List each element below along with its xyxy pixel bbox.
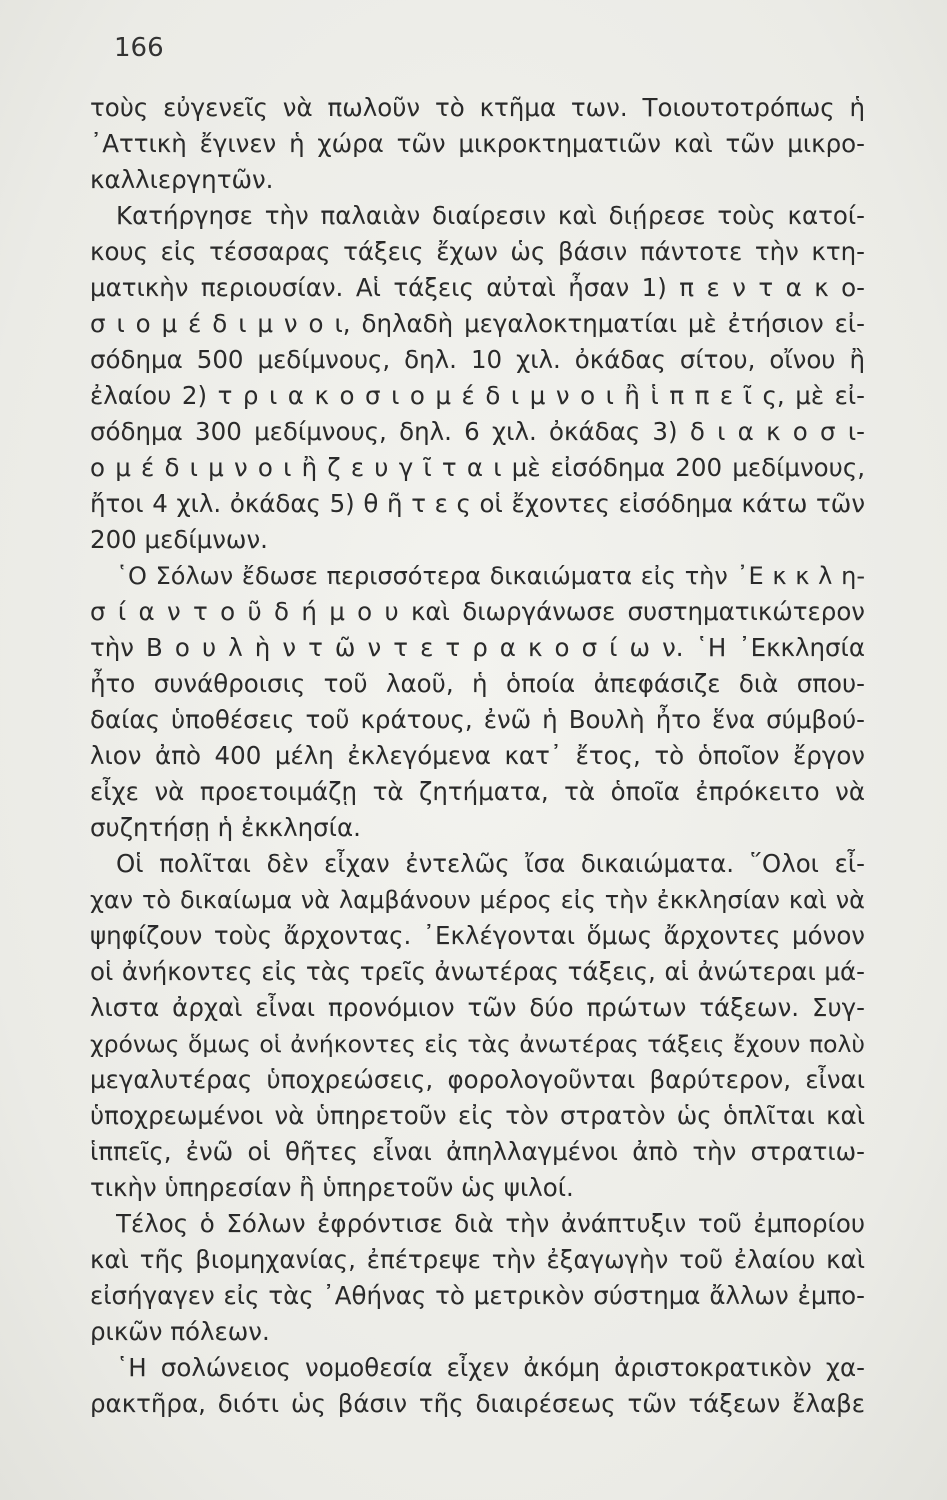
text-line-7: σ ι ο μ έ δ ι μ ν ο ι, δηλαδὴ μεγαλοκτηματίαι μὲ ἐτήσιον εἰ- [90,309,865,338]
text-line-31: τικὴν ὑπηρεσίαν ἢ ὑπηρετοῦν ὡς ψιλοί. [90,1173,574,1202]
text-line-35: ρικῶν πόλεων. [90,1317,270,1346]
text-line-36: ῾Η σολώνειος νομοθεσία εἶχεν ἀκόμη ἀριστοκρατικὸν χα- [116,1353,865,1382]
text-line-20: εἶχε νὰ προετοιμάζῃ τὰ ζητήματα, τὰ ὁποῖα ἐπρόκειτο νὰ [90,777,865,806]
text-line-9: ἐλαίου 2) τ ρ ι α κ ο σ ι ο μ έ δ ι μ ν ο ι ἢ ἱ π π ε ῖ ς, μὲ εἰ- [90,381,865,410]
text-line-23: χαν τὸ δικαίωμα νὰ λαμβάνουν μέρος εἰς τὴν ἐκκλησίαν καὶ νὰ [90,886,865,914]
text-line-21: συζητήσῃ ἡ ἐκκλησία. [90,813,361,842]
page-number: 166 [114,33,164,63]
text-line-26: λιστα ἀρχαὶ εἶναι προνόμιον τῶν δύο πρώτων τάξεων. Συγ- [90,993,865,1022]
text-line-3: καλλιεργητῶν. [90,165,274,194]
text-line-2: ᾿Αττικὴ ἔγινεν ἡ χώρα τῶν μικροκτηματιῶν καὶ τῶν μικρο- [90,129,865,158]
text-line-1: τοὺς εὐγενεῖς νὰ πωλοῦν τὸ κτῆμα των. Τοιουτοτρόπως ἡ [90,93,865,122]
text-line-11: ο μ έ δ ι μ ν ο ι ἢ ζ ε υ γ ῖ τ α ι μὲ εἰσόδημα 200 μεδίμνους, [90,453,865,482]
text-line-37: ρακτῆρα, διότι ὡς βάσιν τῆς διαιρέσεως τῶν τάξεων ἔλαβε [90,1389,865,1418]
text-line-24: ψηφίζουν τοὺς ἄρχοντας. ᾿Εκλέγονται ὅμως ἄρχοντες μόνον [90,921,865,950]
text-line-6: ματικὴν περιουσίαν. Αἱ τάξεις αὐταὶ ἦσαν 1) π ε ν τ α κ ο- [90,273,865,302]
text-line-22: Οἱ πολῖται δὲν εἶχαν ἐντελῶς ἴσα δικαιώματα. ῞Ολοι εἶ- [116,849,865,878]
text-line-28: μεγαλυτέρας ὑποχρεώσεις, φορολογοῦνται βαρύτερον, εἶναι [90,1065,865,1094]
text-line-29: ὑποχρεωμένοι νὰ ὑπηρετοῦν εἰς τὸν στρατὸν ὡς ὁπλῖται καὶ [90,1101,865,1130]
text-line-19: λιον ἀπὸ 400 μέλη ἐκλεγόμενα κατ᾿ ἔτος, τὸ ὁποῖον ἔργον [90,741,865,770]
text-line-30: ἱππεῖς, ἐνῶ οἱ θῆτες εἶναι ἀπηλλαγμένοι ἀπὸ τὴν στρατιω- [90,1137,865,1166]
text-line-10: σόδημα 300 μεδίμνους, δηλ. 6 χιλ. ὀκάδας 3) δ ι α κ ο σ ι- [90,417,865,446]
text-line-33: καὶ τῆς βιομηχανίας, ἐπέτρεψε τὴν ἐξαγωγὴν τοῦ ἐλαίου καὶ [90,1245,865,1274]
text-line-15: σ ί α ν τ ο ῦ δ ή μ ο υ καὶ διωργάνωσε συστηματικώτερον [90,597,865,626]
text-line-4: Κατήργησε τὴν παλαιὰν διαίρεσιν καὶ διῄρεσε τοὺς κατοί- [116,201,865,230]
text-line-14: ῾Ο Σόλων ἔδωσε περισσότερα δικαιώματα εἰς τὴν ᾿Ε κ κ λ η- [116,562,865,590]
text-line-12: ἤτοι 4 χιλ. ὀκάδας 5) θ ῆ τ ε ς οἱ ἔχοντες εἰσόδημα κάτω τῶν [90,489,865,518]
text-line-17: ἦτο συνάθροισις τοῦ λαοῦ, ἡ ὁποία ἀπεφάσιζε διὰ σπου- [90,669,865,698]
text-line-25: οἱ ἀνήκοντες εἰς τὰς τρεῖς ἀνωτέρας τάξεις, αἱ ἀνώτεραι μά- [90,957,865,986]
text-line-34: εἰσήγαγεν εἰς τὰς ᾿Αθήνας τὸ μετρικὸν σύστημα ἄλλων ἐμπο- [90,1281,865,1310]
text-line-18: δαίας ὑποθέσεις τοῦ κράτους, ἐνῶ ἡ Βουλὴ ἦτο ἕνα σύμβού- [90,705,865,734]
text-line-32: Τέλος ὁ Σόλων ἐφρόντισε διὰ τὴν ἀνάπτυξιν τοῦ ἐμπορίου [116,1209,865,1238]
text-line-13: 200 μεδίμνων. [90,525,268,554]
text-line-16: τὴν Β ο υ λ ὴ ν τ ῶ ν τ ε τ ρ α κ ο σ ί ω ν. ῾Η ᾿Εκκλησία [90,633,865,662]
text-line-8: σόδημα 500 μεδίμνους, δηλ. 10 χιλ. ὀκάδας σίτου, οἴνου ἢ [90,345,865,374]
text-line-27: χρόνως ὅμως οἱ ἀνήκοντες εἰς τὰς ἀνωτέρας τάξεις ἔχουν πολὺ [90,1030,865,1058]
text-line-5: κους εἰς τέσσαρας τάξεις ἔχων ὡς βάσιν πάντοτε τὴν κτη- [90,237,865,266]
